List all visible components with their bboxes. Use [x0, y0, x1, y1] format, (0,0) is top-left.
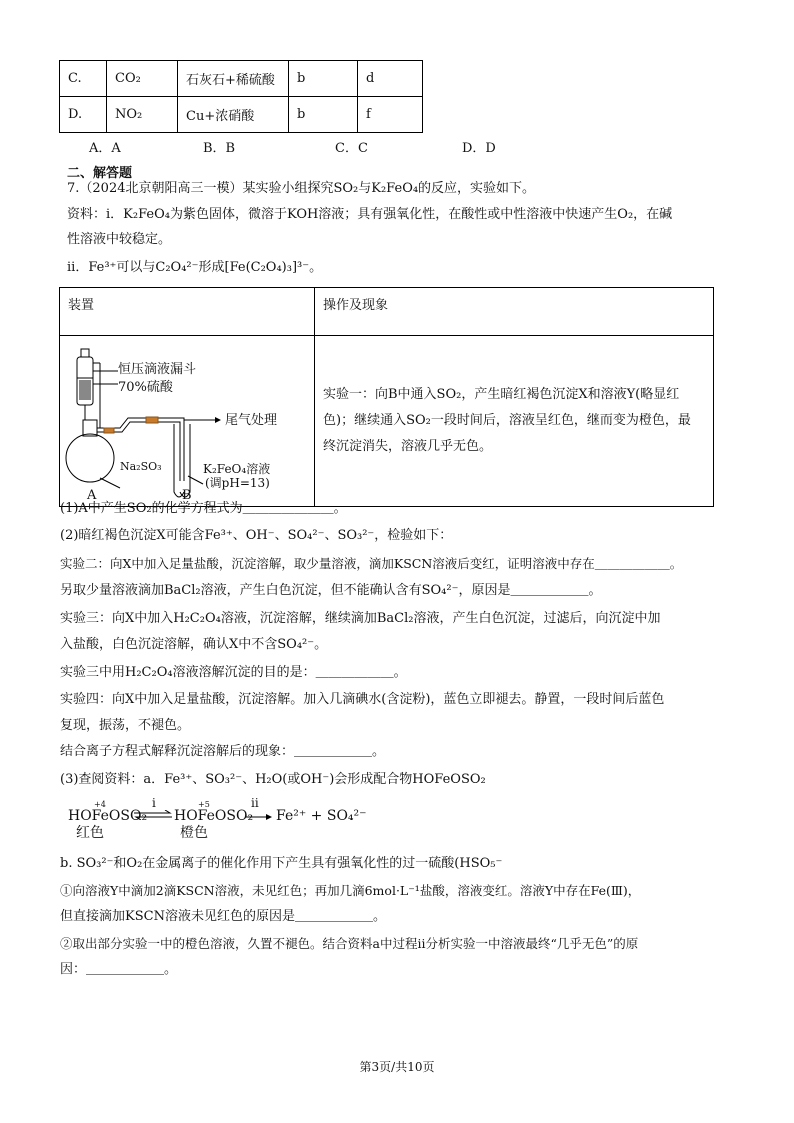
q3-2-line2: 因：＿＿＿＿＿＿。	[60, 962, 178, 977]
option-cell: D.	[60, 97, 107, 133]
exp3-line3: 实验三中用H₂C₂O₄溶液溶解沉淀的目的是：＿＿＿＿＿＿。	[60, 665, 407, 680]
reagent-cell: Cu+浓硝酸	[178, 97, 289, 133]
table-row	[60, 97, 423, 133]
exp2-line1: 实验二：向X中加入足量盐酸，沉淀溶解，取少量溶液，滴加KSCN溶液后变红，证明溶液中存在＿＿＿＿＿＿。	[60, 556, 683, 571]
scheme-mid: HOFeOSO₂	[174, 808, 254, 824]
label-acid: 70%硫酸	[118, 380, 173, 395]
answer-option-c: C．C	[335, 141, 368, 156]
experiment-table	[59, 287, 714, 507]
exp1-line2: 色)；继续通入SO₂一段时间后，溶液呈红色，继而变为橙色，最	[323, 413, 691, 428]
option-cell: C.	[60, 61, 107, 97]
scheme-right: Fe²⁺ + SO₄²⁻	[276, 808, 367, 824]
step-i: i	[152, 796, 156, 810]
label-a: A	[87, 488, 97, 503]
label-funnel: 恒压滴液漏斗	[118, 362, 197, 377]
exp3-line2: 入盐酸，白色沉淀溶解，确认X中不含SO₄²⁻。	[60, 637, 328, 652]
question-7-intro: 7.（2024北京朝阳高三一模）某实验小组探究SO₂与K₂FeO₄的反应，实验如下。	[67, 181, 536, 196]
step-ii: ii	[251, 796, 259, 810]
table-row	[60, 61, 423, 97]
scheme-left: HOFeOSO₂	[68, 808, 148, 824]
q3-2-line1: ②取出部分实验一中的橙色溶液，久置不褪色。结合资料a中过程ii分析实验一中溶液最终“几乎无色”的原	[60, 936, 639, 951]
ox-state-mid: +5	[198, 800, 210, 809]
exp2-line2: 另取少量溶液滴加BaCl₂溶液，产生白色沉淀，但不能确认含有SO₄²⁻，原因是＿＿＿＿＿＿。	[60, 583, 602, 598]
exp4-line1: 实验四：向X中加入足量盐酸，沉淀溶解。加入几滴碘水(含淀粉)，蓝色立即褪去。静置，一段时间后蓝色	[60, 692, 665, 707]
label-b: B	[182, 488, 192, 503]
reagent-cell: 石灰石+稀硫酸	[178, 61, 289, 97]
answer-option-b: B．B	[203, 141, 236, 156]
cell: b	[289, 97, 358, 133]
cell: b	[289, 61, 358, 97]
q3b: b. SO₃²⁻和O₂在金属离子的催化作用下产生具有强氧化性的过一硫酸(HSO₅⁻	[60, 856, 503, 871]
info-i-line1: 资料：i．K₂FeO₄为紫色固体，微溶于KOH溶液；具有强氧化性，在酸性或中性溶液中快速产生O₂，在碱	[67, 207, 673, 222]
q3: (3)查阅资料：a．Fe³⁺、SO₃²⁻、H₂O(或OH⁻)会形成配合物HOFeOSO₂	[60, 772, 486, 787]
equilibrium-arrow	[132, 810, 174, 820]
round-bottom-flask	[66, 434, 114, 482]
header-operation: 操作及现象	[315, 288, 714, 336]
funnel-stopper	[81, 349, 89, 357]
q2: (2)暗红褐色沉淀X可能含Fe³⁺、OH⁻、SO₄²⁻、SO₃²⁻，检验如下：	[60, 528, 453, 543]
exp4-line3: 结合离子方程式解释沉淀溶解后的现象：＿＿＿＿＿＿。	[60, 744, 386, 759]
ox-state-left: +4	[94, 800, 106, 809]
gas-cell: NO₂	[107, 97, 178, 133]
choices-table	[59, 60, 423, 133]
info-ii: ii．Fe³⁺可以与C₂O₄²⁻形成[Fe(C₂O₄)₃]³⁻。	[67, 260, 323, 275]
q3-1-line1: ①向溶液Y中滴加2滴KSCN溶液，未见红色；再加几滴6mol·L⁻¹盐酸，溶液变红。溶液Y中存在Fe(Ⅲ)，	[60, 883, 641, 898]
scheme-left-color: 红色	[76, 825, 104, 841]
answer-option-d: D．D	[462, 141, 496, 156]
label-ph: (调pH=13)	[205, 476, 270, 490]
exp1-line1: 实验一：向B中通入SO₂，产生暗红褐色沉淀X和溶液Y(略显红	[323, 387, 680, 402]
scheme-mid-color: 橙色	[180, 825, 208, 841]
cell: d	[358, 61, 423, 97]
cell: f	[358, 97, 423, 133]
apparatus-cell	[60, 336, 315, 507]
q3-1-line2: 但直接滴加KSCN溶液未见红色的原因是＿＿＿＿＿＿。	[60, 909, 386, 924]
info-i-line2: 性溶液中较稳定。	[67, 232, 172, 247]
forward-arrow	[244, 813, 274, 821]
page-footer: 第3页/共10页	[359, 1060, 435, 1074]
label-na2so3: Na₂SO₃	[120, 460, 162, 473]
gas-cell: CO₂	[107, 61, 178, 97]
exp4-line2: 复现，振荡，不褪色。	[60, 718, 191, 733]
q1: (1)A中产生SO₂的化学方程式为＿＿＿＿＿＿＿。	[60, 501, 347, 516]
header-apparatus: 装置	[60, 288, 315, 336]
label-tail: 尾气处理	[225, 413, 278, 428]
section-title: 二、解答题	[67, 166, 133, 181]
exp3-line1: 实验三：向X中加入H₂C₂O₄溶液，沉淀溶解，继续滴加BaCl₂溶液，产生白色沉淀，过滤后，向沉淀中加	[60, 611, 661, 626]
answer-option-a: A．A	[89, 141, 121, 156]
exp1-line3: 终沉淀消失，溶液几乎无色。	[323, 439, 493, 454]
label-k2feo4: K₂FeO₄溶液	[203, 462, 271, 476]
operation-cell	[315, 336, 714, 507]
